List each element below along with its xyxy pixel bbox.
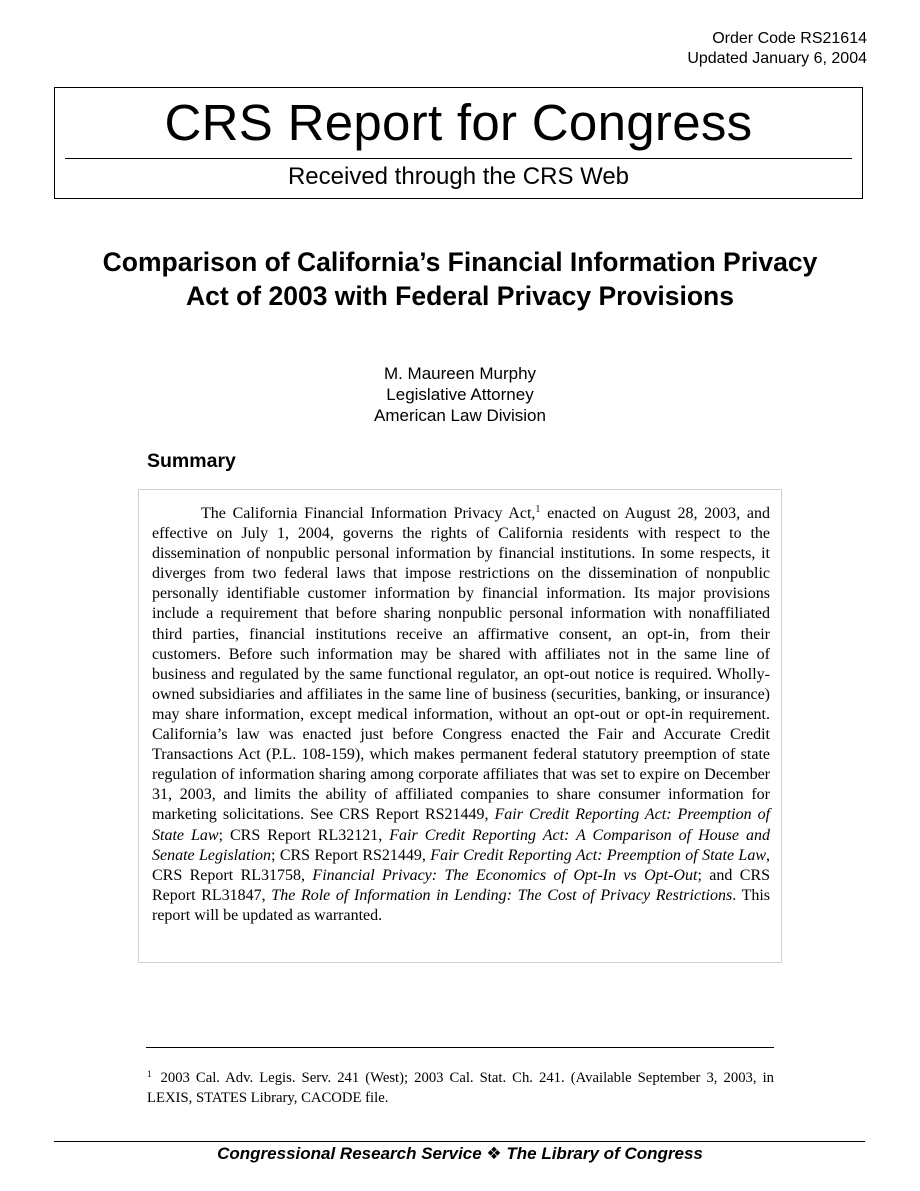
footer-text: Congressional Research Service ❖ The Library of Congress [217,1144,703,1163]
updated-date: Updated January 6, 2004 [687,50,867,67]
summary-text-part2: enacted on August 28, 2003, and effective on July 1, 2004, governs the rights of California residents with respect to the dissemination of nonpublic personal information by financial institutions. In some respects, it diverges from two federal laws that impose restrictions on the dissemination of nonpublic personally identifiable customer information by financial information. Its major provisions include a requirement that before sharing nonpublic personal information with nonaffiliated third parties, financial institutions receive an affirmative consent, an opt-in, from their customers. Before such information may be shared with affiliates not in the same line of business and regulated by the same functional regulator, an opt-out notice is required. Wholly-owned subsidiaries and affiliates in the same line of business (securities, banking, or insurance) may share information, except medical information, without an opt-out or opt-in requirement. California’s law was enacted just before Congress enacted the Fair and Accurate Credit Transactions Act (P.L. 108-159), which makes permanent federal statutory preemption of state regulation of information sharing among corporate affiliates that was set to expire on December 31, 2003, and limits the ability of affiliated companies to share consumer information for marketing solicitations. See CRS Report RS21449, [152,505,770,824]
author-name: M. Maureen Murphy [383,364,537,383]
reference-title-2: Fair Credit Reporting Act: A Comparison of House and Senate Legislation [152,826,770,864]
summary-closing: . This report will be updated as warranted. [152,886,771,924]
reference-title-5: The Role of Information in Lending: The Cost of Privacy Restrictions [271,886,733,904]
footnote-number: 1 [147,1069,152,1079]
footer-rule [54,1141,865,1142]
reference-separator-3: , CRS Report RL31758, [152,846,771,884]
footnote-ref: 1 [535,504,541,515]
order-code: Order Code RS21614 [712,30,867,47]
author-division: American Law Division [374,406,546,425]
summary-paragraph [152,504,770,926]
report-title: Comparison of California’s Financial Information Privacy Act of 2003 with Federal Privacy Provisions [102,247,818,311]
masthead-subtitle: Received through the CRS Web [287,163,630,190]
reference-separator-1: ; CRS Report RL32121, [218,826,390,844]
reference-separator-4: ; and CRS Report RL31847, [152,866,771,904]
footnote-text: 2003 Cal. Adv. Legis. Serv. 241 (West); 2003 Cal. Stat. Ch. 241. (Available September 3, 2003, in LEXIS, STATES Library, CACODE file. [147,1070,774,1106]
summary-heading: Summary [147,450,236,472]
footnote-rule [146,1047,774,1048]
reference-title-1: Fair Credit Reporting Act: Preemption of State Law [152,806,771,844]
author-title: Legislative Attorney [386,385,534,404]
summary-text-part1: The California Financial Information Privacy Act, [201,505,536,522]
reference-title-3: Fair Credit Reporting Act: Preemption of State Law [430,846,767,864]
footnote [147,1068,774,1108]
masthead-box [54,87,863,199]
summary-box [138,489,782,963]
reference-title-4: Financial Privacy: The Economics of Opt-In vs Opt-Out [312,866,698,884]
author-block [0,363,920,426]
order-code-block [687,29,867,69]
masthead-title: CRS Report for Congress [164,94,753,151]
reference-separator-2: ; CRS Report RS21449, [271,846,431,864]
masthead-rule [65,158,852,159]
